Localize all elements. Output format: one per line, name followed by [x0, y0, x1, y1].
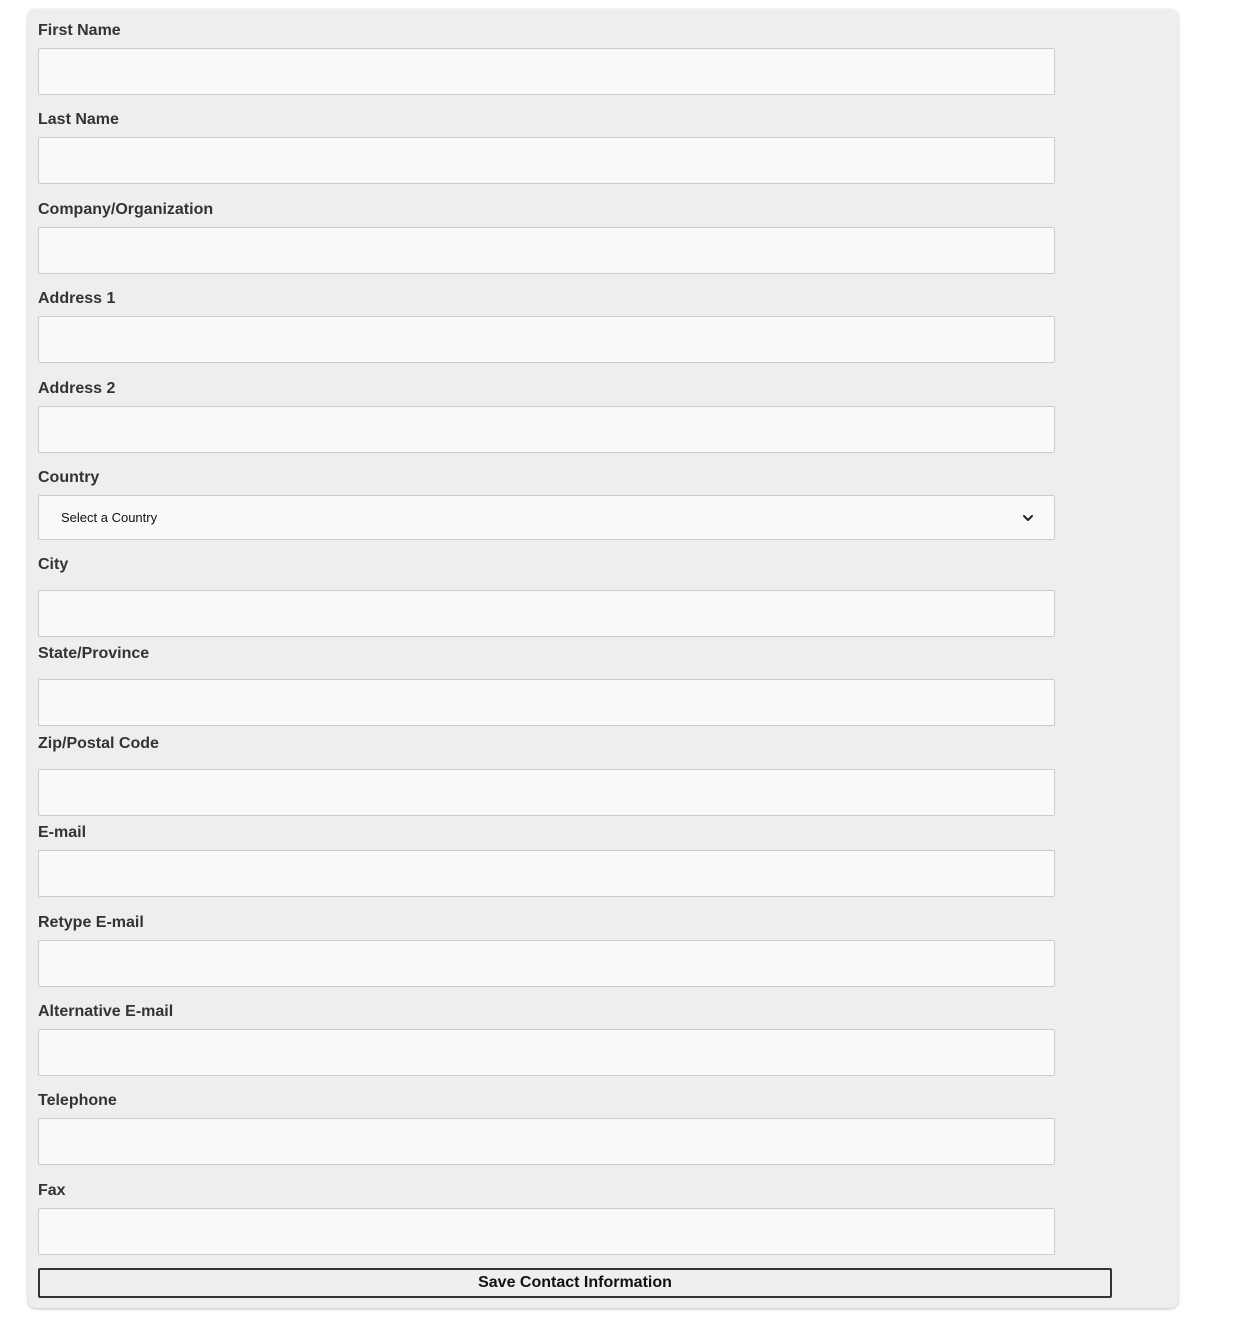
- telephone-label: Telephone: [38, 1092, 117, 1109]
- last-name-input[interactable]: [38, 137, 1055, 184]
- city-label: City: [38, 556, 69, 573]
- fax-input[interactable]: [38, 1208, 1055, 1255]
- email-label: E-mail: [38, 824, 87, 841]
- chevron-down-icon: [1022, 512, 1034, 524]
- country-select-value: Select a Country: [61, 510, 158, 525]
- retype-email-input[interactable]: [38, 940, 1055, 987]
- save-contact-button[interactable]: Save Contact Information: [38, 1268, 1112, 1298]
- address2-input[interactable]: [38, 406, 1055, 453]
- state-label: State/Province: [38, 645, 150, 662]
- country-select[interactable]: [38, 495, 1055, 540]
- city-input[interactable]: [38, 590, 1055, 637]
- first-name-input[interactable]: [38, 48, 1055, 95]
- company-label: Company/Organization: [38, 201, 214, 218]
- address1-input[interactable]: [38, 316, 1055, 363]
- address2-label: Address 2: [38, 380, 116, 397]
- alt-email-input[interactable]: [38, 1029, 1055, 1076]
- company-input[interactable]: [38, 227, 1055, 274]
- state-input[interactable]: [38, 679, 1055, 726]
- email-input[interactable]: [38, 850, 1055, 897]
- first-name-label: First Name: [38, 22, 121, 39]
- country-label: Country: [38, 469, 100, 486]
- last-name-label: Last Name: [38, 111, 119, 128]
- retype-email-label: Retype E-mail: [38, 914, 144, 931]
- zip-label: Zip/Postal Code: [38, 735, 159, 752]
- zip-input[interactable]: [38, 769, 1055, 816]
- address1-label: Address 1: [38, 290, 116, 307]
- alt-email-label: Alternative E-mail: [38, 1003, 174, 1020]
- fax-label: Fax: [38, 1182, 66, 1199]
- telephone-input[interactable]: [38, 1118, 1055, 1165]
